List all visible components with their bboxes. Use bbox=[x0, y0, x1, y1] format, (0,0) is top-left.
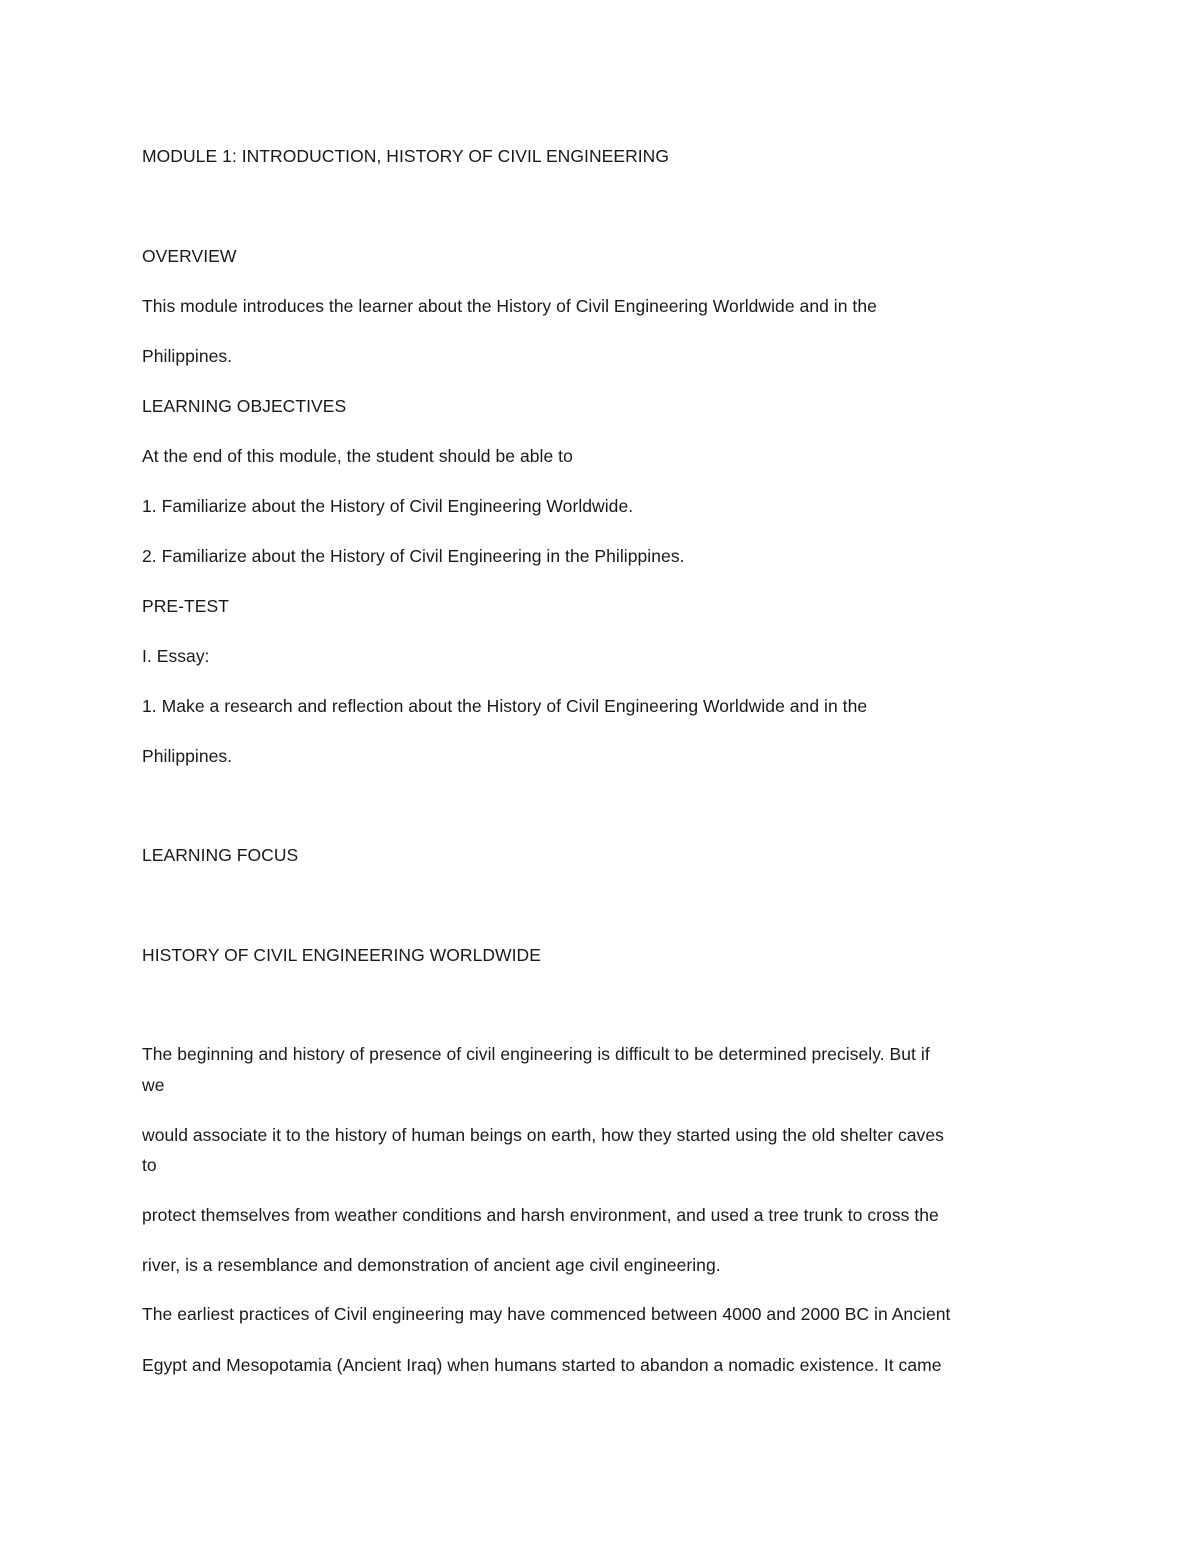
module-title: MODULE 1: INTRODUCTION, HISTORY OF CIVIL ENGINEERING bbox=[142, 146, 670, 166]
learning-focus-heading: LEARNING FOCUS bbox=[142, 845, 299, 865]
pretest-question-line: Philippines. bbox=[142, 746, 233, 766]
history-text-line: protect themselves from weather conditions and harsh environment, and used a tree trunk to cross the bbox=[142, 1205, 939, 1225]
objective-item: 2. Familiarize about the History of Civil Engineering in the Philippines. bbox=[142, 546, 685, 566]
learning-objectives-heading: LEARNING OBJECTIVES bbox=[142, 396, 347, 416]
overview-heading: OVERVIEW bbox=[142, 246, 237, 266]
history-worldwide-heading: HISTORY OF CIVIL ENGINEERING WORLDWIDE bbox=[142, 945, 541, 965]
overview-text-line: This module introduces the learner about the History of Civil Engineering Worldwide and in the bbox=[142, 296, 877, 316]
history-text-line: The earliest practices of Civil engineering may have commenced between 4000 and 2000 BC in Ancient bbox=[142, 1304, 951, 1324]
history-text-line: The beginning and history of presence of civil engineering is difficult to be determined precisely. But if bbox=[142, 1044, 930, 1064]
pretest-question-line: 1. Make a research and reflection about the History of Civil Engineering Worldwide and in the bbox=[142, 696, 868, 716]
history-text-line: Egypt and Mesopotamia (Ancient Iraq) when humans started to abandon a nomadic existence. It came bbox=[142, 1355, 942, 1375]
pretest-heading: PRE-TEST bbox=[142, 596, 229, 616]
history-text-line: river, is a resemblance and demonstration of ancient age civil engineering. bbox=[142, 1255, 721, 1275]
history-text-line: to bbox=[142, 1155, 157, 1175]
pretest-part: I. Essay: bbox=[142, 646, 210, 666]
history-text-line: we bbox=[142, 1075, 165, 1095]
learning-objectives-intro: At the end of this module, the student should be able to bbox=[142, 446, 573, 466]
overview-text-line: Philippines. bbox=[142, 346, 233, 366]
history-text-line: would associate it to the history of human beings on earth, how they started using the old shelter caves bbox=[142, 1125, 944, 1145]
objective-item: 1. Familiarize about the History of Civil Engineering Worldwide. bbox=[142, 496, 634, 516]
